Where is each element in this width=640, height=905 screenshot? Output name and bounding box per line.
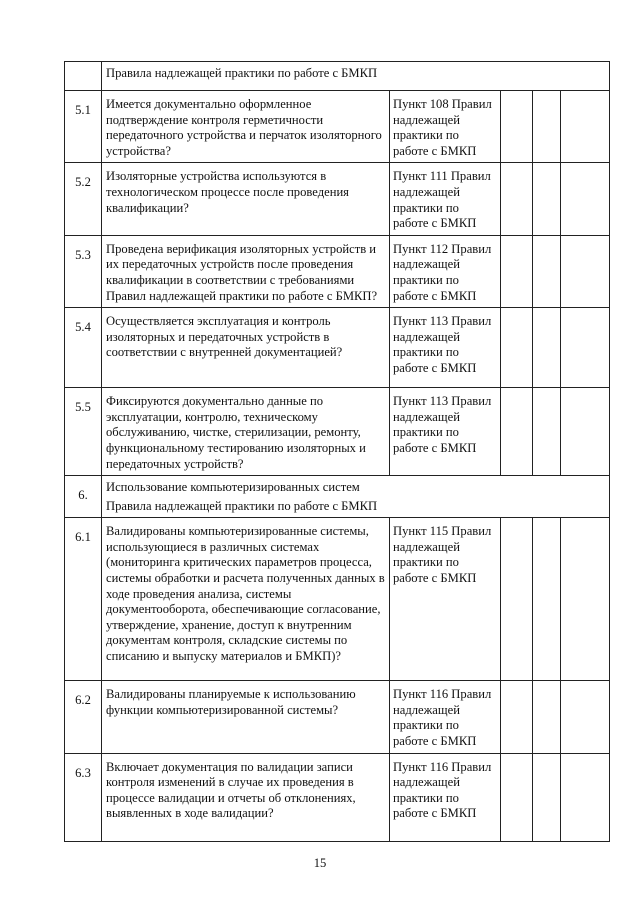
- reference-text: Пункт 116 Правил надлежащей практики по работе с БМКП: [390, 681, 501, 753]
- answer-cell[interactable]: [561, 388, 610, 476]
- table-row: [65, 681, 610, 753]
- question-text: Включает документация по валидации записи контроля изменений в случае их проведения в процессе валидации и отчеты об отклонениях, выявленных в ходе валидации?: [102, 753, 390, 841]
- reference-text: Пункт 108 Правил надлежащей практики по работе с БМКП: [390, 91, 501, 163]
- reference-text: Пункт 112 Правил надлежащей практики по работе с БМКП: [390, 235, 501, 307]
- question-text: Валидированы компьютеризированные системы, использующиеся в различных системах (мониторинга критических параметров процесса, системы обработки и расчета полученных данных в ходе проведения анализа, системы документооборота, обеспечивающие согласование, утверждение, хранение, доступ к внутренним документам контроля, складские системы по списанию и выпуску материалов и БМКП)?: [102, 518, 390, 681]
- question-text: Проведена верификация изоляторных устройств и их передаточных устройств после проведения квалификации в соответствии с требованиями Правил надлежащей практики по работе с БМКП?: [102, 235, 390, 307]
- question-text: Фиксируются документально данные по эксплуатации, контролю, техническому обслуживанию, чистке, стерилизации, ремонту, функциональному тестированию изоляторных и передаточных устройств?: [102, 388, 390, 476]
- reference-text: Пункт 115 Правил надлежащей практики по работе с БМКП: [390, 518, 501, 681]
- item-number: 6.: [65, 476, 102, 518]
- reference-text: Пункт 111 Правил надлежащей практики по работе с БМКП: [390, 163, 501, 235]
- item-number: [65, 62, 102, 91]
- item-number: 5.5: [65, 388, 102, 476]
- answer-cell[interactable]: [533, 235, 561, 307]
- answer-cell[interactable]: [501, 388, 533, 476]
- answer-cell[interactable]: [561, 308, 610, 388]
- item-number: 5.1: [65, 91, 102, 163]
- answer-cell[interactable]: [533, 308, 561, 388]
- question-text: Имеется документально оформленное подтверждение контроля герметичности передаточного устройства и перчаток изоляторного устройства?: [102, 91, 390, 163]
- section-line: Использование компьютеризированных систем: [106, 480, 360, 495]
- item-number: 6.2: [65, 681, 102, 753]
- section-line: Правила надлежащей практики по работе с БМКП: [106, 66, 378, 80]
- item-number: 6.3: [65, 753, 102, 841]
- answer-cell[interactable]: [533, 681, 561, 753]
- table-row: [65, 163, 610, 235]
- answer-cell[interactable]: [533, 163, 561, 235]
- page-number: 15: [313, 856, 327, 870]
- section-subtitle: [102, 62, 610, 91]
- answer-cell[interactable]: [533, 753, 561, 841]
- item-number: 5.4: [65, 308, 102, 388]
- section-title: [102, 476, 610, 518]
- answer-cell[interactable]: [501, 91, 533, 163]
- reference-text: Пункт 113 Правил надлежащей практики по работе с БМКП: [390, 308, 501, 388]
- answer-cell[interactable]: [501, 308, 533, 388]
- question-text: Изоляторные устройства используются в технологическом процессе после проведения квалификации?: [102, 163, 390, 235]
- item-number: 5.2: [65, 163, 102, 235]
- table-row: [65, 753, 610, 841]
- item-number: 6.1: [65, 518, 102, 681]
- table-row: [65, 518, 610, 681]
- reference-text: Пункт 113 Правил надлежащей практики по работе с БМКП: [390, 388, 501, 476]
- table-row: [65, 308, 610, 388]
- answer-cell[interactable]: [561, 91, 610, 163]
- answer-cell[interactable]: [561, 163, 610, 235]
- table-row: [65, 235, 610, 307]
- table-row: [65, 91, 610, 163]
- checklist-table: [64, 61, 610, 842]
- answer-cell[interactable]: [501, 518, 533, 681]
- answer-cell[interactable]: [561, 518, 610, 681]
- item-number: 5.3: [65, 235, 102, 307]
- reference-text: Пункт 116 Правил надлежащей практики по работе с БМКП: [390, 753, 501, 841]
- header-row: [65, 62, 610, 91]
- answer-cell[interactable]: [533, 518, 561, 681]
- answer-cell[interactable]: [561, 681, 610, 753]
- answer-cell[interactable]: [533, 91, 561, 163]
- section-line: Правила надлежащей практики по работе с БМКП: [106, 498, 378, 513]
- question-text: Валидированы планируемые к использованию функции компьютеризированной системы?: [102, 681, 390, 753]
- answer-cell[interactable]: [501, 235, 533, 307]
- answer-cell[interactable]: [561, 235, 610, 307]
- answer-cell[interactable]: [501, 681, 533, 753]
- question-text: Осуществляется эксплуатация и контроль изоляторных и передаточных устройств в соответствии с внутренней документацией?: [102, 308, 390, 388]
- table-row: [65, 388, 610, 476]
- answer-cell[interactable]: [533, 388, 561, 476]
- answer-cell[interactable]: [501, 753, 533, 841]
- section-row: [65, 476, 610, 518]
- answer-cell[interactable]: [501, 163, 533, 235]
- answer-cell[interactable]: [561, 753, 610, 841]
